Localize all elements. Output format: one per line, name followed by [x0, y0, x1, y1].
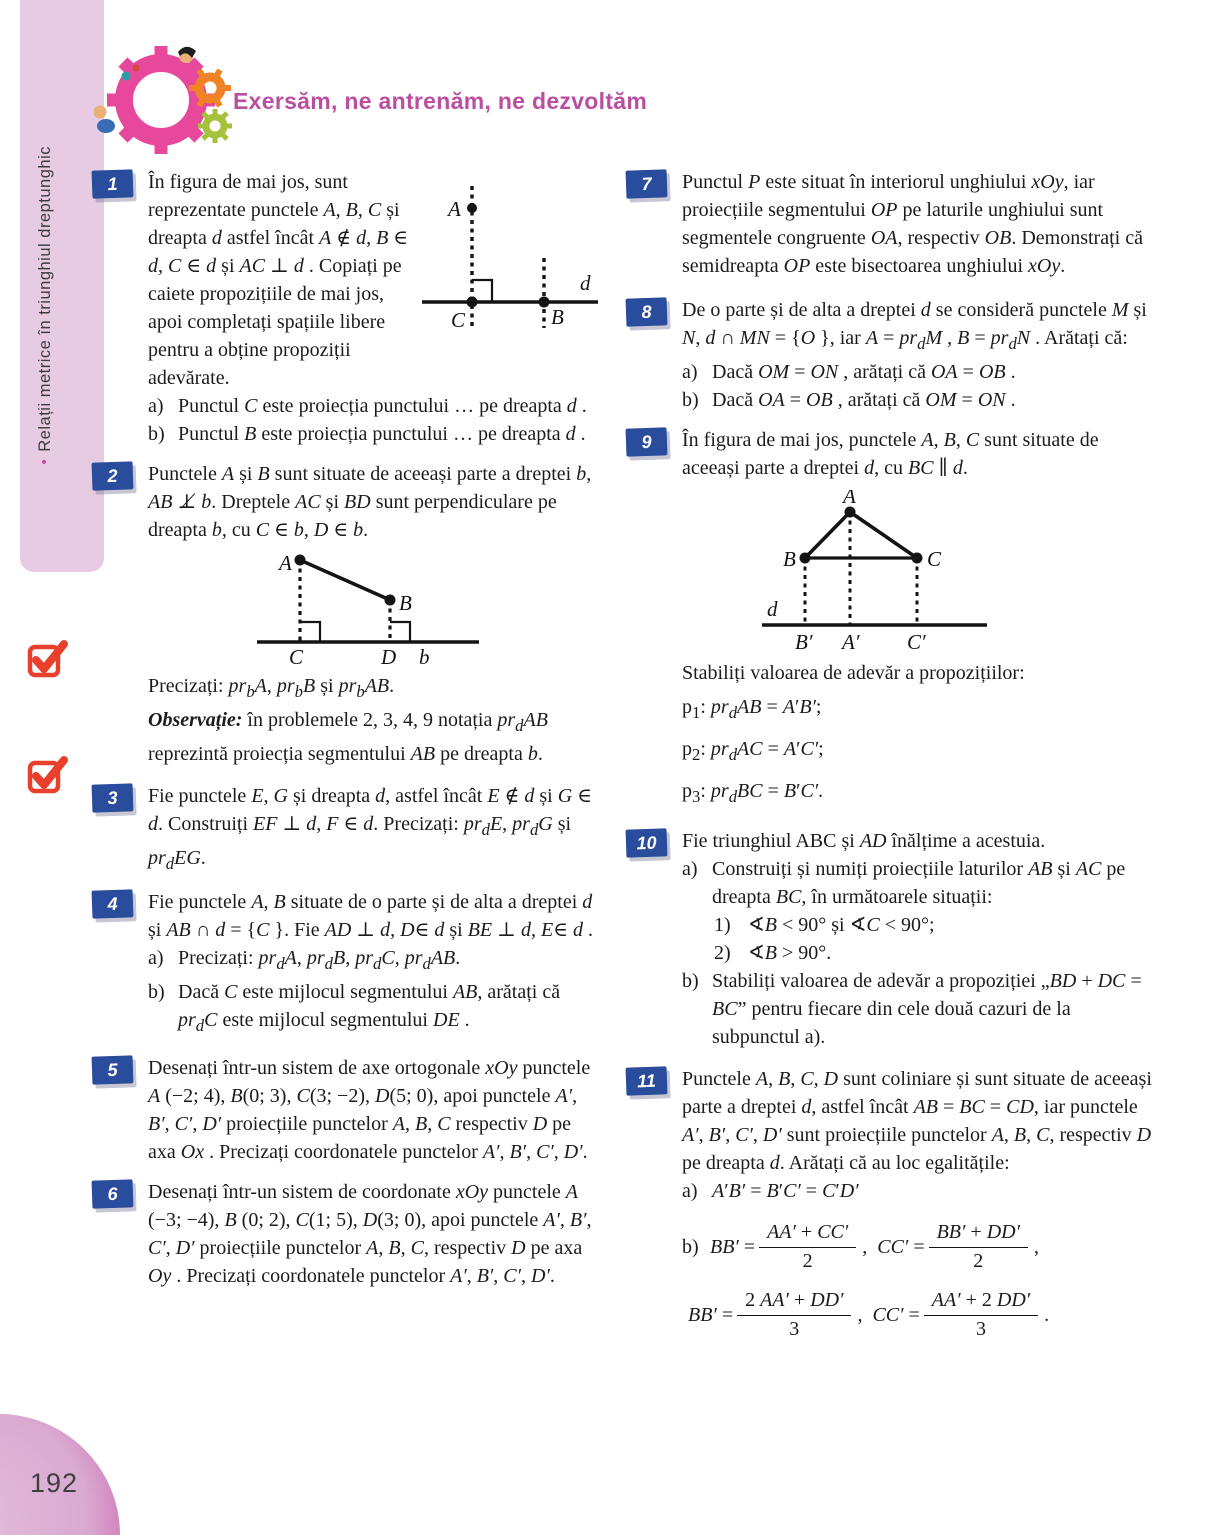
list-item — [682, 855, 1152, 911]
item-marker: a) — [148, 395, 164, 417]
fig9-label-C: C — [927, 547, 942, 571]
item-marker: a) — [682, 858, 698, 880]
fraction — [737, 1289, 851, 1341]
item-text: Precizați: $pr_dA$, $pr_dB$, $pr_dC$, $pr_dAB$. — [178, 947, 461, 973]
problem-text: Fie punctele A, B situate de o parte și de alta a dreptei d și AB ∩ d = {C }. Fie AD ⊥ d, D∈ d și BE ⊥ d, E∈ d . — [148, 891, 593, 941]
problem-text: Desenați într-un sistem de axe ortogonale xOy punctele A (−2; 4), B(0; 3), C(3; −2), D(5; 0), apoi punctele A′, B′, C′, D′ proiecțiile punctelor A, B, C respectiv D pe axa Ox . Precizați coordonatele punctelor A′, B′, C′, D′. — [148, 1057, 591, 1163]
equation-row — [688, 1289, 1152, 1341]
fig9-label-B-prime: B′ — [795, 630, 813, 654]
problem-1 — [107, 168, 600, 448]
fraction-denominator: 2 — [802, 1250, 813, 1272]
problem-number-badge: 2 — [92, 461, 134, 490]
sub-list-item — [714, 911, 1152, 939]
item-marker: a) — [148, 947, 164, 969]
figure-problem-9 — [757, 490, 992, 655]
fraction-denominator: 3 — [789, 1318, 800, 1340]
fig1-label-d: d — [580, 271, 591, 295]
problem-number-badge: 1 — [92, 169, 134, 198]
list-item — [682, 967, 1152, 1051]
fig9-label-C-prime: C′ — [907, 630, 926, 654]
fraction-numerator: 2 AA′ + DD′ — [737, 1289, 851, 1316]
problem-number-badge: 9 — [626, 427, 668, 456]
list-item — [682, 1177, 1152, 1205]
fraction-numerator: AA′ + CC′ — [759, 1221, 856, 1248]
problem-text: Fie punctele E, G și dreapta d, astfel încât E ∉ d și G ∈ d. Construiți EF ⊥ d, F ∈ d. Precizați: $pr_dE$, $pr_dG$ și $pr_dEG$. — [148, 785, 592, 873]
problem-text: În figura de mai jos, sunt reprezentate punctele A, B, C și dreapta d astfel încât A ∉ d, B ∈ d, C ∈ d și AC ⊥ d . Copiați pe caiete propozițiile de mai jos, apoi completați spațiile libere pentru a obține propoziții adevărate. — [148, 171, 409, 389]
fig9-label-d: d — [767, 597, 778, 621]
item-marker: b) — [682, 970, 699, 992]
fig1-label-C: C — [451, 308, 466, 332]
propositions — [682, 691, 1152, 813]
fig2-label-A: A — [279, 551, 292, 575]
item-text: Stabiliți valoarea de adevăr a propoziției „BD + DC = BC” pentru fiecare din cele două cazuri de la subpunctul a). — [712, 970, 1142, 1048]
list-item — [682, 386, 1152, 414]
equation-lhs: CC′ = — [877, 1236, 925, 1258]
section-title: Exersăm, ne antrenăm, ne dezvoltăm — [233, 88, 648, 114]
problem-text: De o parte și de alta a dreptei d se consideră punctele M și N, d ∩ MN = {O }, iar $A = pr_dM$ , $B = pr_dN$ . Arătați că: — [682, 299, 1147, 353]
page-number: 192 — [30, 1468, 79, 1498]
item-text: Dacă OM = ON , arătați că OA = OB . — [712, 361, 1016, 383]
problem-5 — [107, 1054, 600, 1166]
fraction-numerator: BB′ + DD′ — [929, 1221, 1028, 1248]
item-marker: b) — [682, 1236, 699, 1258]
problem-8 — [641, 296, 1152, 414]
checkbox-checked-icon — [24, 752, 70, 798]
item-marker: 2) — [714, 942, 731, 964]
problem-number-badge: 6 — [92, 1179, 134, 1208]
fraction — [929, 1221, 1028, 1273]
equation-lhs: BB′ = — [710, 1236, 756, 1258]
item-text: ∢B < 90° și ∢C < 90°; — [748, 914, 935, 936]
chapter-title: Relații metrice în triunghiul dreptunghic — [36, 146, 54, 452]
proposition: $p_2$: $pr_dAC = A'C'$; — [682, 738, 824, 764]
problem-6 — [107, 1178, 600, 1290]
item-text: ∢B > 90°. — [748, 942, 832, 964]
problem-number-badge: 4 — [92, 889, 134, 918]
figure-problem-2 — [243, 550, 493, 668]
separator: , — [862, 1236, 868, 1258]
problem-text: Punctele A, B, C, D sunt coliniare și sunt situate de aceeași parte a dreptei d, astfel încât AB = BC = CD, iar punctele A′, B′, C′, D′ sunt proiecțiile punctelor A, B, C, respectiv D pe dreapta d. Arătați că au loc egalitățile: — [682, 1068, 1152, 1174]
separator: , — [1033, 1236, 1039, 1258]
item-text: Punctul B este proiecția punctului … pe dreapta d . — [178, 423, 586, 445]
item-marker: b) — [148, 423, 165, 445]
problem-9 — [641, 426, 1152, 813]
item-text: Punctul C este proiecția punctului … pe dreapta d . — [178, 395, 587, 417]
item-text: A′B′ = B′C′ = C′D′ — [712, 1180, 859, 1202]
problem-text: Fie triunghiul ABC și AD înălțime a acestuia. — [682, 830, 1046, 852]
proposition: $p_1$: $pr_dAB = A'B'$; — [682, 696, 822, 722]
student-figure — [94, 106, 107, 119]
separator: . — [1044, 1304, 1050, 1326]
fig9-label-A: A — [843, 490, 856, 508]
checkbox-checked-icon — [24, 636, 70, 682]
fraction — [924, 1289, 1038, 1341]
fig9-label-A-prime: A′ — [842, 630, 860, 654]
item-marker: 1) — [714, 914, 731, 936]
problem-text: În figura de mai jos, punctele A, B, C sunt situate de aceeași parte a dreptei d, cu BC ∥ d. — [682, 429, 1099, 479]
equation-lhs: BB′ = — [688, 1304, 734, 1326]
figure-problem-1 — [422, 182, 600, 334]
fig1-label-A: A — [448, 197, 461, 221]
chapter-side-label — [36, 146, 55, 465]
item-text: Dacă OA = OB , arătați că OM = ON . — [712, 389, 1016, 411]
problem-text: Punctul P este situat în interiorul unghiului xOy, iar proiecțiile segmentului OP pe laturile unghiului sunt segmentele congruente OA, respectiv OB. Demonstrați că semidreapta OP este bisectoarea unghiului xOy. — [682, 171, 1143, 277]
gears-illustration-icon — [86, 42, 248, 160]
observation-text: în problemele 2, 3, 4, 9 notația $pr_dAB$ reprezintă proiecția segmentului AB pe dreapta b. — [148, 709, 548, 765]
proposition: $p_3$: $pr_dBC = B'C'$. — [682, 780, 824, 806]
problem-11 — [636, 1065, 1152, 1341]
right-column — [636, 168, 1152, 1341]
problem-text: Punctele A și B sunt situate de aceeași parte a dreptei b, AB ⊥̸ b. Dreptele AC și BD sunt perpendiculare pe dreapta b, cu C ∈ b, D ∈ b. — [148, 463, 592, 541]
fraction-numerator: AA′ + 2 DD′ — [924, 1289, 1038, 1316]
problem-text: Precizați: $pr_bA$, $pr_bB$ și $pr_bAB$. — [148, 675, 395, 701]
observation-label: Observație: — [148, 709, 243, 731]
sub-list-item — [714, 939, 1152, 967]
fig2-label-b: b — [419, 645, 430, 668]
problem-number-badge: 3 — [92, 783, 134, 812]
problem-2 — [107, 460, 600, 768]
problem-4 — [107, 888, 600, 1040]
fraction-denominator: 3 — [975, 1318, 986, 1340]
equation-lhs: CC′ = — [872, 1304, 920, 1326]
fig2-label-D: D — [381, 645, 397, 668]
fig2-label-B: B — [399, 591, 412, 615]
problem-3 — [107, 782, 600, 878]
fraction-denominator: 2 — [973, 1250, 984, 1272]
list-item — [682, 358, 1152, 386]
problem-number-badge: 5 — [92, 1055, 134, 1084]
left-column — [107, 168, 600, 1290]
fraction — [759, 1221, 856, 1273]
list-item — [148, 978, 600, 1040]
problem-10 — [636, 827, 1152, 1051]
problem-number-badge: 8 — [626, 297, 668, 326]
bullet-icon: • — [36, 458, 53, 465]
item-text: Construiți și numiți proiecțiile laturilor AB și AC pe dreapta BC, în următoarele situații: — [712, 858, 1126, 908]
item-marker: b) — [682, 389, 699, 411]
observation — [148, 706, 600, 768]
list-item — [148, 944, 600, 978]
list-item — [148, 392, 600, 420]
problem-text: Desenați într-un sistem de coordonate xOy punctele A (−3; −4), B (0; 2), C(1; 5), D(3; 0), apoi punctele A′, B′, C′, D′ proiecțiile punctelor A, B, C, respectiv D pe axa Oy . Precizați coordonatele punctelor A′, B′, C′, D′. — [148, 1181, 592, 1287]
item-text: Dacă C este mijlocul segmentului AB, arătați că $pr_dC$ este mijlocul segmentului DE . — [178, 981, 561, 1035]
item-marker: a) — [682, 361, 698, 383]
separator: , — [857, 1304, 863, 1326]
list-item — [148, 420, 600, 448]
fig1-label-B: B — [551, 305, 564, 329]
problem-text: Stabiliți valoarea de adevăr a propozițiilor: — [682, 662, 1025, 684]
fig9-label-B: B — [783, 547, 796, 571]
item-marker: a) — [682, 1180, 698, 1202]
equation-row — [682, 1221, 1152, 1273]
problem-number-badge: 7 — [626, 169, 668, 198]
fig2-label-C: C — [289, 645, 304, 668]
problem-7 — [641, 168, 1152, 280]
problem-number-badge: 11 — [626, 1066, 668, 1095]
item-marker: b) — [148, 981, 165, 1003]
problem-number-badge: 10 — [626, 828, 668, 857]
